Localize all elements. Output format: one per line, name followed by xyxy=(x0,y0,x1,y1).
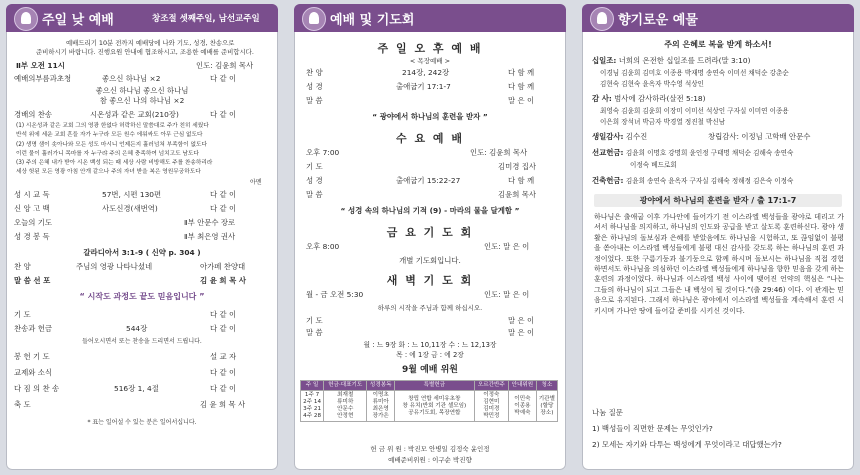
panel-header xyxy=(582,4,854,32)
row-mid: 사도신경(새번역) xyxy=(102,204,158,213)
service-time: 월 - 금 오전 5:30 xyxy=(306,290,364,299)
panel-header xyxy=(6,4,278,32)
service-leader: 인도: 말 은 이 xyxy=(484,242,530,251)
hymn-line: 이런 물이 흘러가니 목마를 자 누구랴 주의 은혜 충족하여 넘치고도 남도다 xyxy=(16,150,199,157)
table-cell: 이민숙 이종용 박예숙 xyxy=(509,391,537,422)
table-cell: 기관별 (할당 장소) xyxy=(536,391,557,422)
panel-subtitle: 창조절 셋째주일, 남선교주일 xyxy=(152,14,260,24)
wednesday-service-title: 수 요 예 배 xyxy=(396,132,464,145)
row-right: 다 같 이 xyxy=(210,204,237,213)
services-prayer-panel xyxy=(294,4,566,470)
intro-line: 준비하시기 바랍니다. 진행요원 안내에 협조하시고, 조용한 예배를 준비합시다. xyxy=(36,48,254,56)
row-label: 예배의부름과초청 xyxy=(14,74,72,83)
gift-label: 십일조: xyxy=(592,56,617,65)
row-label: 오늘의 기도 xyxy=(14,218,53,227)
anthem-row xyxy=(14,262,270,272)
hymn-line: (3) 주의 은혜 내가 받아 시온 백성 되는 때 세상 사람 비방해도 주를 찬송하리라 xyxy=(16,160,213,167)
row-label: 성 경 xyxy=(306,176,323,185)
mission-line xyxy=(592,148,793,158)
service-row xyxy=(302,68,558,78)
dawn-prayer-title: 새 벽 기 도 회 xyxy=(386,274,474,287)
row-right: 다 같 이 xyxy=(210,110,237,119)
afternoon-subtitle: < 목장예배 > xyxy=(409,57,451,65)
row-right: 설 교 자 xyxy=(210,352,237,361)
row-label: 경배의 찬송 xyxy=(14,110,53,119)
panel-title: 향기로운 예물 xyxy=(618,13,698,28)
creed-row xyxy=(14,204,270,214)
question: 1) 백성들이 직면한 문제는 무엇인가? xyxy=(592,424,713,433)
name-list: 이정숙 베드로회 xyxy=(630,161,677,169)
row-right: 다 함 께 xyxy=(508,68,535,77)
prayer-row-2 xyxy=(14,310,270,320)
service-leader: 인도: 김윤희 목사 xyxy=(196,61,254,70)
service-row xyxy=(302,162,558,172)
service-time: Ⅱ부 오전 11시 xyxy=(16,61,65,70)
column-header: 주 일 xyxy=(301,381,324,391)
panel-title: 주일 낮 예배 xyxy=(42,13,114,28)
birthday-line xyxy=(592,132,647,142)
column-header: 오르간반주 xyxy=(474,381,508,391)
row-mid: 좋으신 하나님 ×2 xyxy=(102,74,161,83)
offerings-panel xyxy=(582,4,854,470)
row-label: 말 씀 xyxy=(306,96,323,105)
order-of-service-panel xyxy=(6,4,278,470)
row-label: 말 씀 xyxy=(306,328,323,337)
offering-prayer-row xyxy=(14,352,270,362)
service-time: 오후 8:00 xyxy=(306,242,340,251)
panel-header xyxy=(294,4,566,32)
service-leader: 인도: 김윤희 목사 xyxy=(470,148,528,157)
row-mid: 시온성과 같은 교회(210장) xyxy=(90,110,179,119)
column-header: 특별헌금 xyxy=(395,381,475,391)
wednesday-sermon-title: “ 성경 속의 하나님의 기적 (9) - 마라의 물을 달게함 ” xyxy=(340,206,520,215)
service-row xyxy=(302,96,558,106)
service-leader: 인도: 말 은 이 xyxy=(484,290,530,299)
fellowship-row xyxy=(14,368,270,378)
row-label: 봉 헌 기 도 xyxy=(14,352,50,361)
amen-text: 아멘 xyxy=(250,179,262,186)
table-cell: 1주 7 2주 14 3주 21 4주 28 xyxy=(301,391,324,422)
column-header: 청소 xyxy=(536,381,557,391)
offering-note: 들어오시면서 또는 찬송을 드리면서 드립니다. xyxy=(82,338,202,345)
row-right: 다 같 이 xyxy=(210,368,237,377)
hymn-line: 반석 위에 세운 교회 흔들 자가 누구라 모든 원수 에워싸도 아무 근심 없도다 xyxy=(16,132,203,139)
row-label: 말 씀 선 포 xyxy=(14,276,51,285)
staff-footer: 예배준비위원 : 이구순 박진향 xyxy=(388,456,472,464)
praise-hymn-row xyxy=(14,110,270,120)
row-right: 다 같 이 xyxy=(210,324,237,333)
gift-label: 건축헌금: xyxy=(592,176,624,185)
benediction-row xyxy=(14,400,270,410)
offering-row xyxy=(14,324,270,334)
friday-prayer-title: 금 요 기 도 회 xyxy=(386,226,474,239)
questions-title: 나눔 질문 xyxy=(592,408,623,417)
sermon-banner-title: 광야에서 하나님의 훈련을 받자 / 출 17:1-7 xyxy=(639,196,797,205)
row-right: Ⅱ부 안문수 장로 xyxy=(184,218,236,227)
service-row xyxy=(302,190,558,200)
row-right: 다 함 께 xyxy=(508,176,535,185)
row-mid: 516장 1, 4절 xyxy=(114,384,159,393)
gift-text: 김윤희 송연숙 윤옥자 구자실 김해숙 정해정 김은숙 이정숙 xyxy=(625,177,794,185)
tithe-line xyxy=(592,56,750,66)
gift-text: 김수진 xyxy=(625,132,648,141)
hymn-line: (1) 시온성과 같은 교회 그의 영광 한없다 허락하신 말씀대로 주가 친히 세웠다 xyxy=(16,123,209,129)
dawn-note: 하루의 시작을 주님과 함께 하십시오. xyxy=(377,304,483,312)
sermon-summary: 하나님은 출애굽 이후 가나안에 들어가기 전 이스라엘 백성들을 광야로 데리고 가셔서 하나님을 의지하고, 하나님의 인도와 공급을 받고 살도록 훈련하신다. 광야 생활은 하나님의 돌보심과 은혜를 받았음에도 하나님을 시험하고, 또 끊임없이 불평을 쏟아내는 이스라엘 백성들에게 불평 대신 감사를 갖도록 하는 하나님의 훈련 과정이었다. 또한 구름기둥과 불기둥으로 함께 하시며 돌보시는 하나님을 직접 경험하면서도 하나님을 의심하던 이스라엘 백성들에게 하나님을 향한 믿음을 갖게 하는 훈련의 과정이었다. 하나님과 이스라엘 백성 사이에 맺어진 언약의 핵심은 “나는 그들의 하나님이 되고 그들은 내 백성이 될 것이다.”(출 29:46) 이다. 이 관계는 믿음으로 유지된다. 그래서 하나님은 광야에서 이스라엘 백성들을 계속해서 훈련 시키시며 가나안 땅에 들어갈 준비를 시키신 것이다. xyxy=(594,213,844,315)
row-label: 기 도 xyxy=(306,316,323,325)
row-label: 찬 양 xyxy=(14,262,31,271)
name-list: 이경님 김윤희 김미호 이종용 박재명 송연숙 이미선 채덕순 강춘순 xyxy=(600,69,789,77)
church-icon xyxy=(302,7,326,31)
afternoon-service-title: 주 일 오 후 예 배 xyxy=(377,42,483,55)
row-right: 다 같 이 xyxy=(210,310,237,319)
row-right: 말 은 이 xyxy=(508,316,535,325)
row-label: 성 경 xyxy=(306,82,323,91)
column-header: 성경봉독 xyxy=(367,381,395,391)
intro-line: 예배드리기 10분 전까지 예배당에 나와 기도, 성경, 찬송으로 xyxy=(66,39,235,47)
row-right: 김 윤 희 목 사 xyxy=(200,276,246,285)
service-row xyxy=(302,176,558,186)
row-label: 기 도 xyxy=(14,310,31,319)
row-label: 말 씀 xyxy=(306,190,323,199)
row-label: 다 짐 의 찬 송 xyxy=(14,384,60,393)
prayer-row xyxy=(14,218,270,228)
table-header-row xyxy=(301,381,558,391)
row-right: 다 같 이 xyxy=(210,384,237,393)
panel-title: 예배 및 기도회 xyxy=(330,13,415,28)
row-label: 축 도 xyxy=(14,400,31,409)
thanks-line xyxy=(592,94,706,104)
gift-label: 감 사: xyxy=(592,94,612,103)
row-mid: 출애굽기 17:1-7 xyxy=(396,82,451,91)
row-mid: 주님의 영광 나타나셨네 xyxy=(76,262,153,271)
row-right: 말 은 이 xyxy=(508,96,535,105)
row-label: 성 시 교 독 xyxy=(14,190,50,199)
hymn-line: (2) 생명 샘이 솟아나와 모든 성도 마시니 언제든지 흘러넘쳐 부족함이 없도다 xyxy=(16,141,207,148)
scripture-reference: 갈라디아서 3:1-9 ( 신약 p. 304 ) xyxy=(83,248,201,257)
staff-table xyxy=(300,380,558,422)
table-cell: 이정숙 김현미 김미경 박민정 xyxy=(474,391,508,422)
service-time: 오후 7:00 xyxy=(306,148,340,157)
commitment-hymn-row xyxy=(14,384,270,394)
table-cell: 이명초 류미아 최은영 장가은 xyxy=(367,391,395,422)
gift-label: 생일감사: xyxy=(592,132,624,141)
row-label: 신 앙 고 백 xyxy=(14,204,50,213)
row-right: 김미경 집사 xyxy=(498,162,537,171)
sermon-title: “ 시작도 과정도 끝도 믿음입니다 ” xyxy=(79,292,205,301)
reading-schedule: 목 : 에 1장 금 : 에 2장 xyxy=(396,351,464,359)
row-right: 다 함 께 xyxy=(508,82,535,91)
column-header: 헌금·대표기도 xyxy=(324,381,367,391)
hymn-lyrics xyxy=(16,122,212,178)
responsive-reading-row xyxy=(14,190,270,200)
greeting: 주의 은혜로 복을 받게 하소서! xyxy=(664,40,772,49)
footnote: * 표는 일어설 수 있는 분은 일어서십니다. xyxy=(87,419,197,426)
gift-label: 선교헌금: xyxy=(592,148,624,157)
row-right: 다 같 이 xyxy=(210,190,237,199)
row-mid: 출애굽기 15:22-27 xyxy=(396,176,461,185)
row-mid: 544장 xyxy=(126,324,148,333)
church-icon xyxy=(590,7,614,31)
table-row xyxy=(301,391,558,422)
gift-text: 범사에 감사하라(살전 5:18) xyxy=(614,94,706,103)
column-header: 안내위원 xyxy=(509,381,537,391)
call-to-worship-row xyxy=(14,74,270,84)
name-list: 최영숙 김윤희 김윤희 이장미 이미선 석상인 구자실 이미연 이종용 xyxy=(600,107,789,115)
row-label: 기 도 xyxy=(306,162,323,171)
service-row xyxy=(302,82,558,92)
song-line: 좋으신 하나님 좋으신 하나님 xyxy=(95,86,189,95)
hymn-line: 세상 헛된 모든 영광 아침 안개 같으나 주의 자녀 받을 복은 영원무궁하도다 xyxy=(16,169,201,176)
row-mid: 57번, 시편 130편 xyxy=(102,190,162,199)
row-label: 교제와 소식 xyxy=(14,368,53,377)
row-right: 김윤희 목사 xyxy=(498,190,537,199)
staff-title: 9월 예배 위원 xyxy=(402,365,458,375)
row-right: 김 윤 희 목 사 xyxy=(200,400,246,409)
row-label: 찬 양 xyxy=(306,68,323,77)
table-cell: 최재철 류미하 안문수 안정현 xyxy=(324,391,367,422)
row-right: Ⅱ부 최은영 권사 xyxy=(184,232,236,241)
row-label: 성 경 봉 독 xyxy=(14,232,50,241)
scripture-reading-row xyxy=(14,232,270,242)
friday-note: 개별 기도회입니다. xyxy=(399,256,461,265)
staff-footer: 헌 금 위 원 : 박진모 안병일 김정숙 윤인정 xyxy=(370,445,490,453)
row-label: 찬송과 헌금 xyxy=(14,324,53,333)
row-right: 다 같 이 xyxy=(210,74,237,83)
row-mid: 214장, 242장 xyxy=(402,68,450,77)
building-line xyxy=(592,176,793,186)
row-right: 말 은 이 xyxy=(508,328,535,337)
song-line: 참 좋으신 나의 하나님 ×2 xyxy=(99,96,185,105)
afternoon-sermon-title: “ 광야에서 하나님의 훈련을 받자 ” xyxy=(372,112,488,121)
gift-text: 김윤희 이명호 강명희 윤인정 구태명 채덕순 김해숙 송연숙 xyxy=(625,149,794,157)
reading-schedule: 월 : 느 9장 화 : 느 10,11장 수 : 느 12,13장 xyxy=(363,341,497,349)
row-right: 아가페 찬양대 xyxy=(200,262,246,271)
service-row xyxy=(302,328,558,338)
church-icon xyxy=(14,7,38,31)
service-row xyxy=(302,316,558,326)
sermon-row xyxy=(14,276,270,286)
name-list: 김현숙 김현숙 윤옥자 박수영 석상인 xyxy=(600,80,704,88)
question: 2) 모세는 자기와 다투는 백성에게 무엇이라고 대답했는가? xyxy=(592,440,782,449)
name-list: 이은희 장석녀 박금자 박경열 정진철 박신남 xyxy=(600,118,726,126)
founding-thanks: 창립감사: 이정님 고학배 안문수 xyxy=(708,132,811,141)
table-cell: 창립 연합 세미유초창 창 유치(반회 기관 셀모임) 공유기도회, 목장연합 xyxy=(395,391,475,422)
gift-text: 너희의 온전한 십일조를 드려라(말 3:10) xyxy=(618,56,751,65)
